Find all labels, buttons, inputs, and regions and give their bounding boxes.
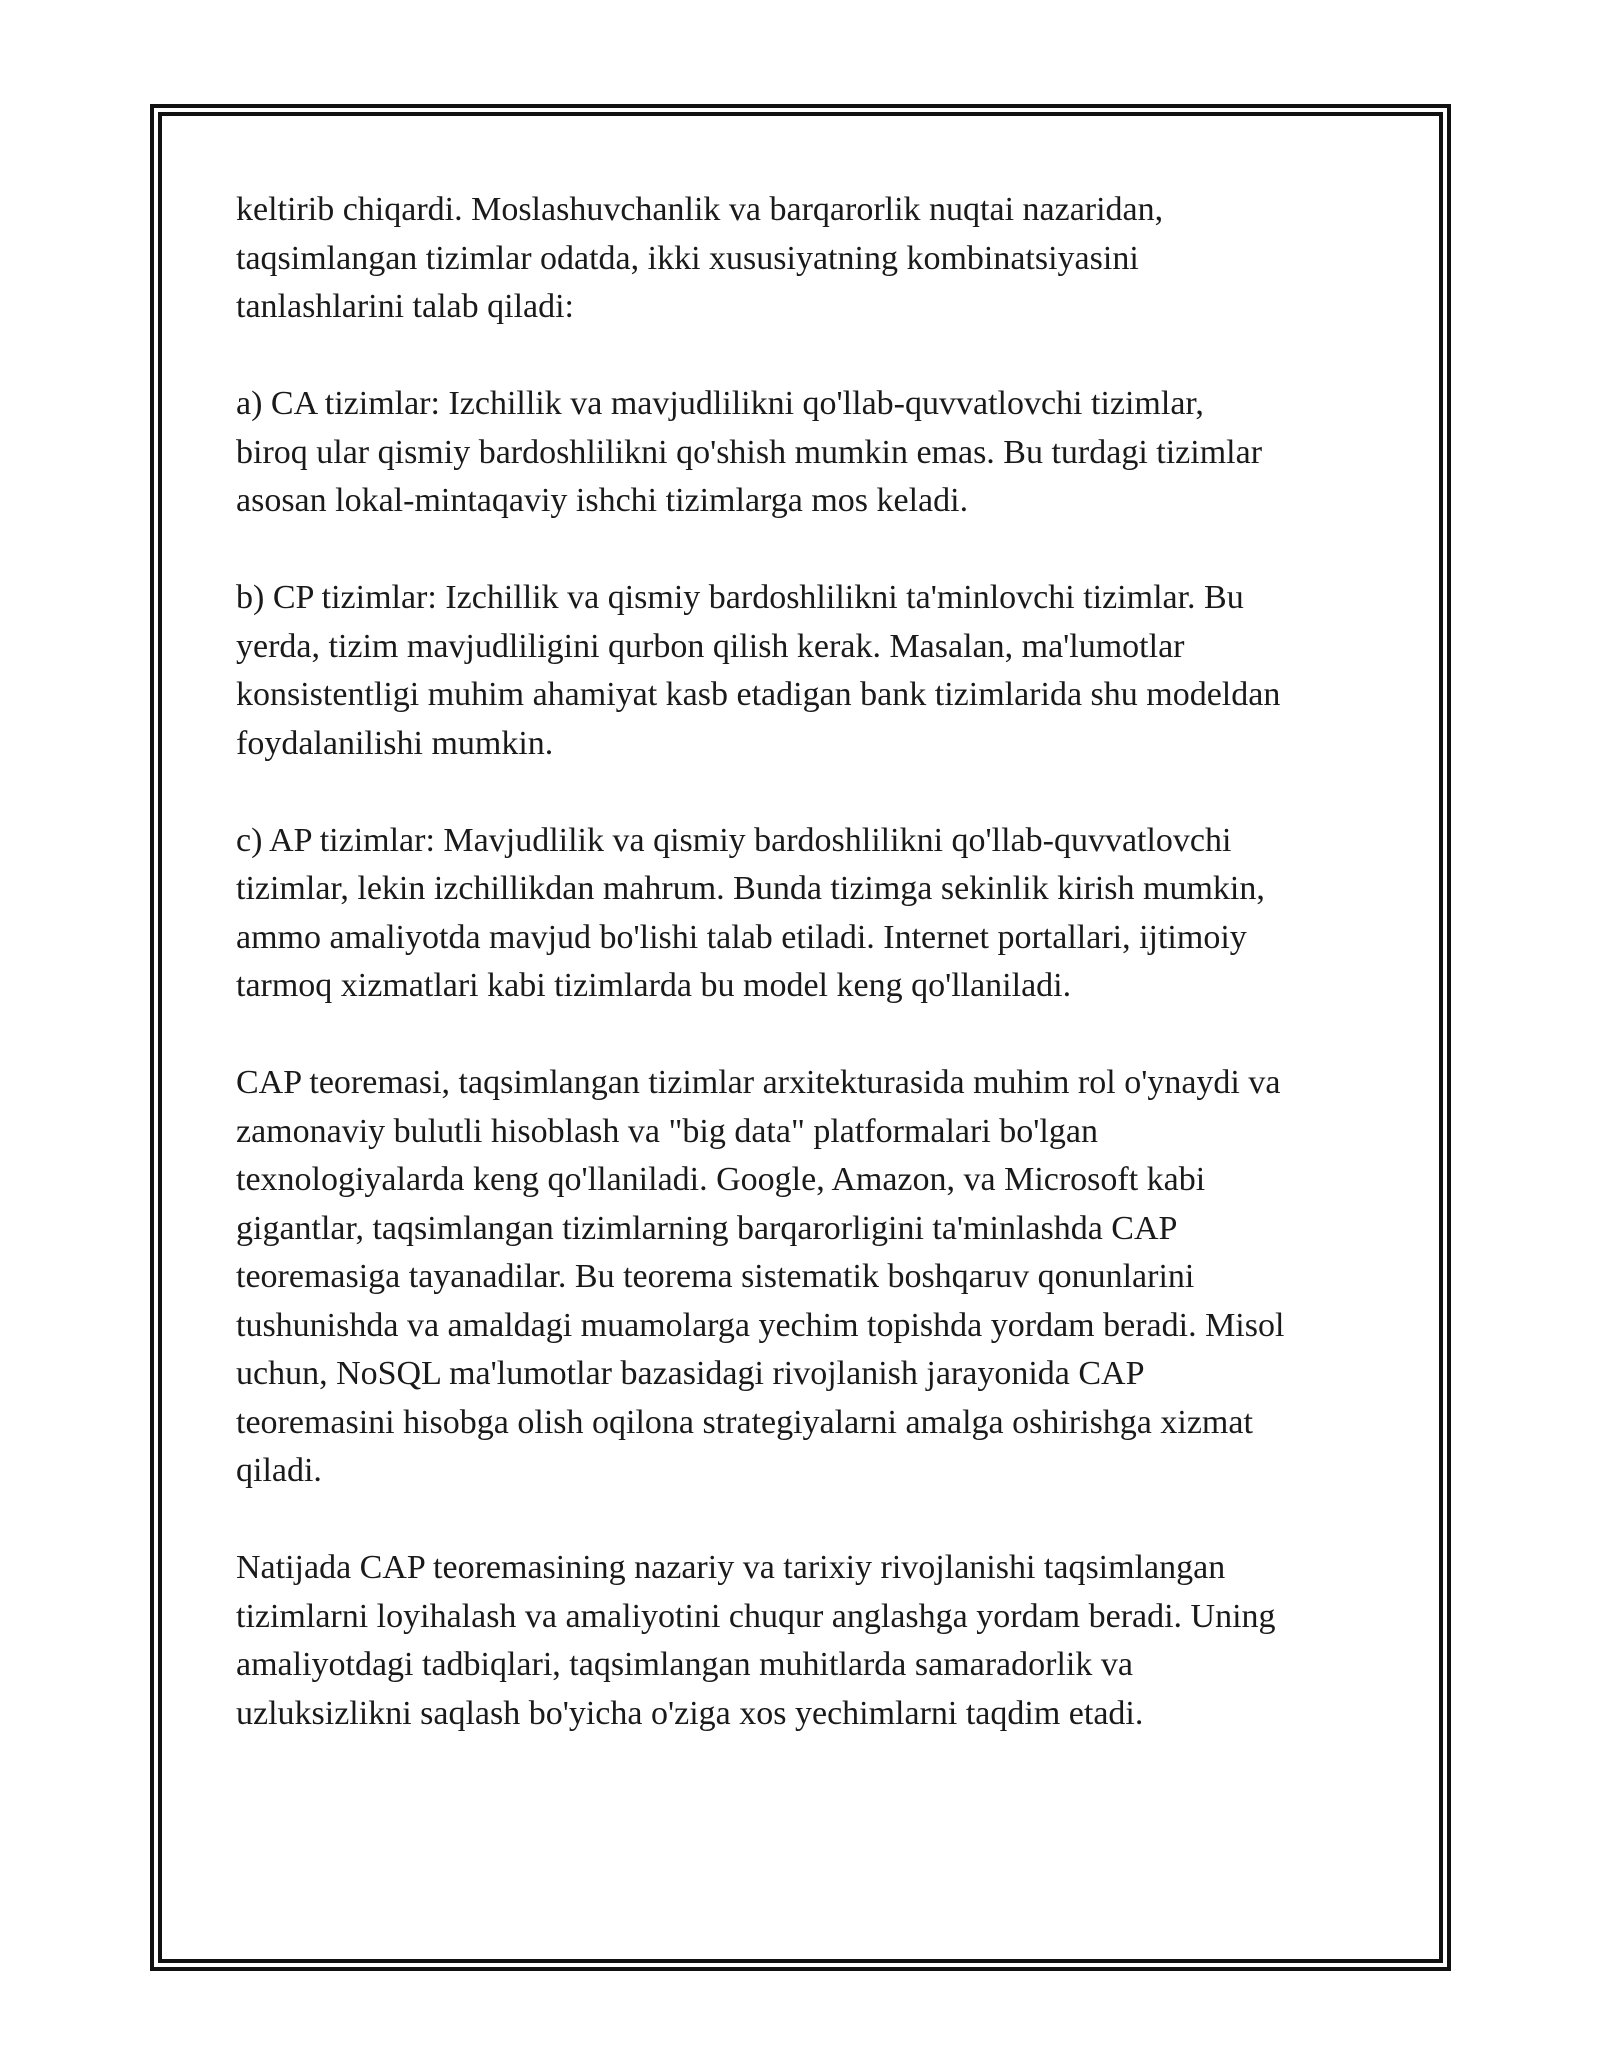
- document-body: [236, 186, 1386, 1787]
- paragraph-ap-systems: c) AP tizimlar: Mavjudlilik va qismiy bardoshlilikni qo'llab-quvvatlovchi tizimlar, lekin izchillikdan mahrum. Bunda tizimga sekinlik kirish mumkin, ammo amaliyotda mavjud bo'lishi talab etiladi. Internet portallari, ijtimoiy tarmoq xizmatlari kabi tizimlarda bu model keng qo'llaniladi.: [236, 821, 1265, 1004]
- paragraph-cap-usage: CAP teoremasi, taqsimlangan tizimlar arxitekturasida muhim rol o'ynaydi va zamonaviy bulutli hisoblash va "big data" platformalari bo'lgan texnologiyalarda keng qo'llaniladi. Google, Amazon, va Microsoft kabi gigantlar, taqsimlangan tizimlarning barqarorligini ta'minlashda CAP teoremasiga tayanadilar. Bu teorema sistematik boshqaruv qonunlarini tushunishda va amaldagi muamolarga yechim topishda yordam beradi. Misol uchun, NoSQL ma'lumotlar bazasidagi rivojlanish jarayonida CAP teoremasini hisobga olish oqilona strategiyalarni amalga oshirishga xizmat qiladi.: [236, 1064, 1285, 1489]
- paragraph-cp-systems: b) CP tizimlar: Izchillik va qismiy bardoshlilikni ta'minlovchi tizimlar. Bu yerda, tizim mavjudliligini qurbon qilish kerak. Masalan, ma'lumotlar konsistentligi muhim ahamiyat kasb etadigan bank tizimlarida shu modeldan foydalanilishi mumkin.: [236, 579, 1281, 762]
- paragraph-ca-systems: a) CA tizimlar: Izchillik va mavjudlilikni qo'llab-quvvatlovchi tizimlar, biroq ular qismiy bardoshlilikni qo'shish mumkin emas. Bu turdagi tizimlar asosan lokal-mintaqaviy ishchi tizimlarga mos keladi.: [236, 385, 1263, 519]
- paragraph-conclusion: Natijada CAP teoremasining nazariy va tarixiy rivojlanishi taqsimlangan tizimlarni loyihalash va amaliyotini chuqur anglashga yordam beradi. Uning amaliyotdagi tadbiqlari, taqsimlangan muhitlarda samaradorlik va uzluksizlikni saqlash bo'yicha o'ziga xos yechimlarni taqdim etadi.: [236, 1549, 1276, 1732]
- paragraph-intro: keltirib chiqardi. Moslashuvchanlik va barqarorlik nuqtai nazaridan, taqsimlangan tizimlar odatda, ikki xususiyatning kombinatsiyasini tanlashlarini talab qiladi:: [236, 191, 1164, 325]
